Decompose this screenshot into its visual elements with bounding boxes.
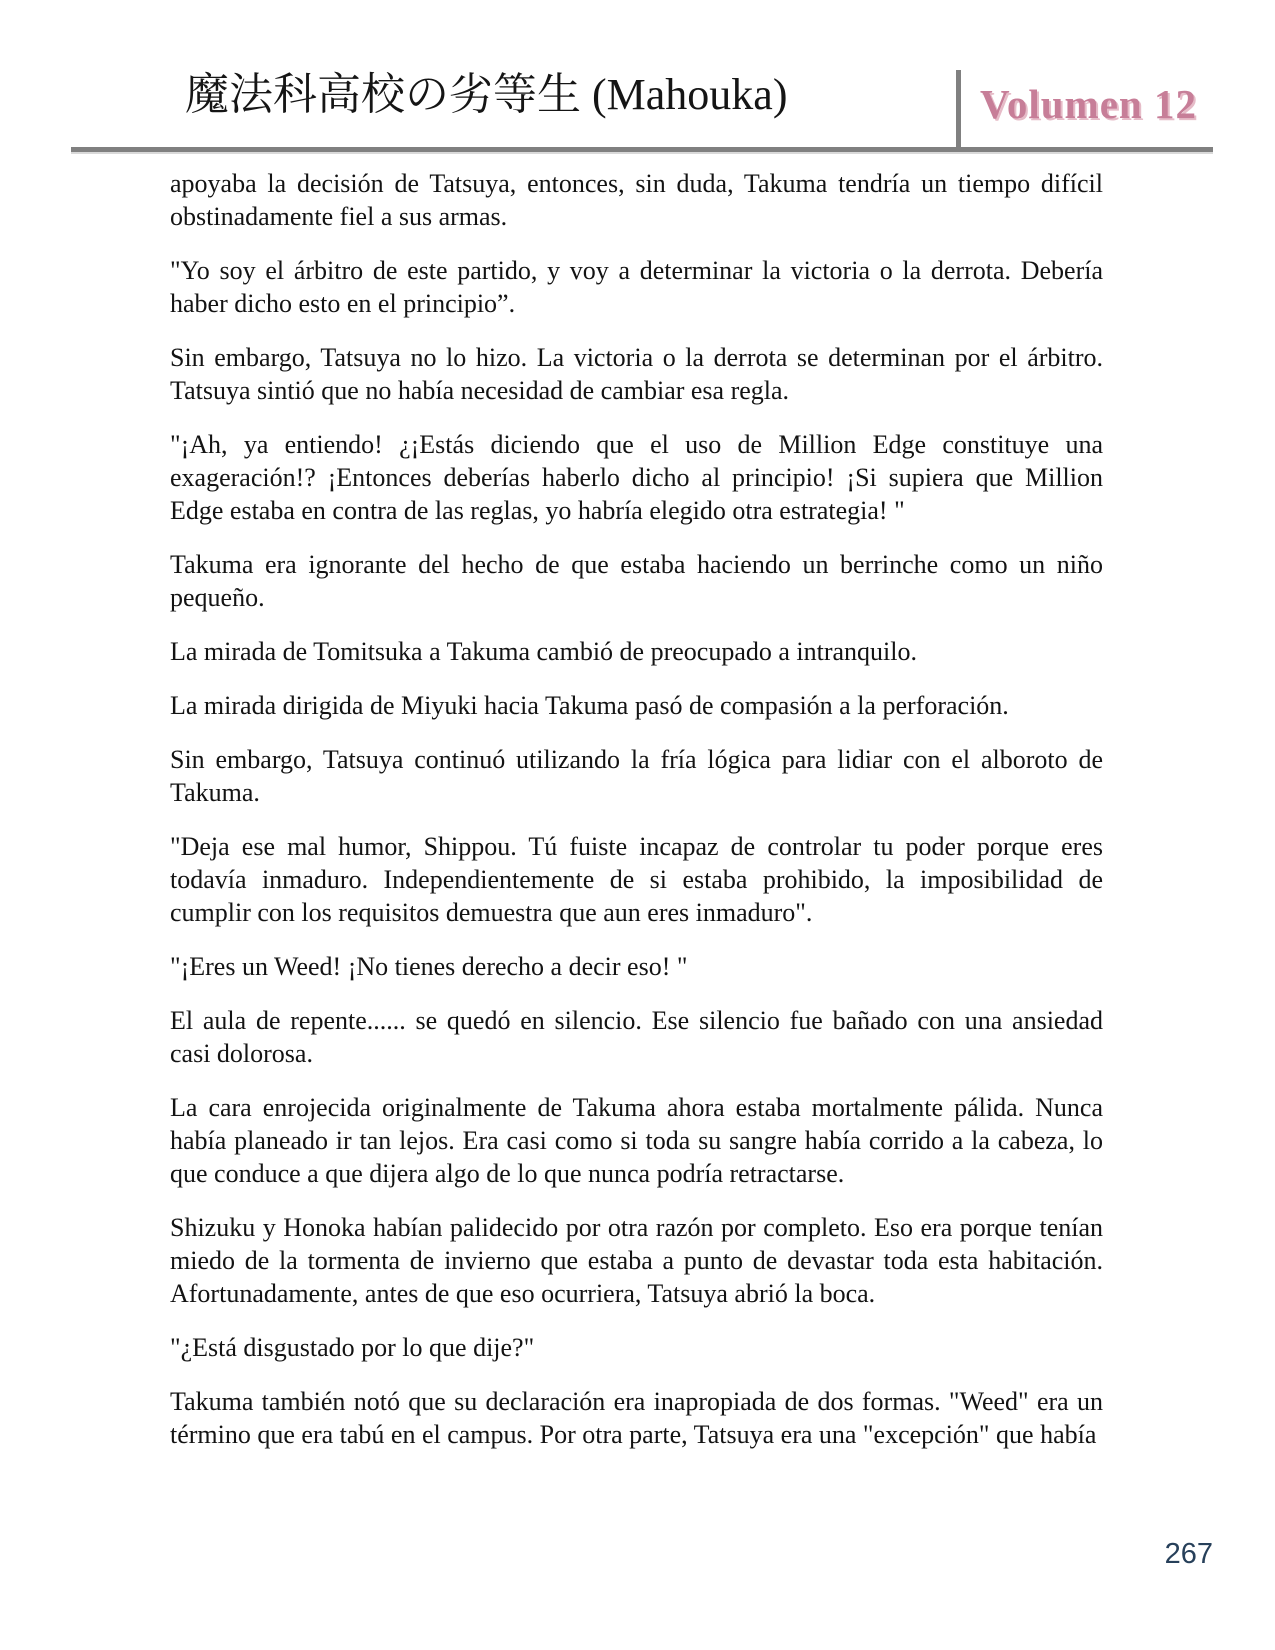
paragraph: "¡Ah, ya entiendo! ¿¡Estás diciendo que el uso de Million Edge constituye una exageración!? ¡Entonces deberías haberlo dicho al principio! ¡Si supiera que Million Edge estaba en contra de las reglas, yo habría elegido otra estrategia! " [170,430,1103,525]
body-text [170,167,1103,1472]
paragraph: Sin embargo, Tatsuya continuó utilizando la fría lógica para lidiar con el alboroto de Takuma. [170,745,1103,807]
paragraph: "Yo soy el árbitro de este partido, y voy a determinar la victoria o la derrota. Debería haber dicho esto en el principio”. [170,256,1103,318]
paragraph: La mirada dirigida de Miyuki hacia Takuma pasó de compasión a la perforación. [170,691,1009,720]
paragraph: Takuma también notó que su declaración era inapropiada de dos formas. "Weed" era un término que era tabú en el campus. Por otra parte, Tatsuya era una "excepción" que había [170,1387,1103,1449]
paragraph: "¡Eres un Weed! ¡No tienes derecho a decir eso! " [170,952,688,981]
paragraph: apoyaba la decisión de Tatsuya, entonces, sin duda, Takuma tendría un tiempo difícil obstinadamente fiel a sus armas. [170,169,1103,231]
paragraph: La cara enrojecida originalmente de Takuma ahora estaba mortalmente pálida. Nunca había planeado ir tan lejos. Era casi como si toda su sangre había corrido a la cabeza, lo que conduce a que dijera algo de lo que nunca podría retractarse. [170,1093,1103,1188]
document-title: 魔法科高校の劣等生 (Mahouka) [185,70,788,119]
paragraph: Takuma era ignorante del hecho de que estaba haciendo un berrinche como un niño pequeño. [170,550,1103,612]
page-number: 267 [1164,1538,1213,1570]
paragraph: "¿Está disgustado por lo que dije?" [170,1333,535,1362]
volume-label: Volumen 12 [980,81,1197,127]
header-horizontal-rule [71,147,1213,154]
paragraph: "Deja ese mal humor, Shippou. Tú fuiste incapaz de controlar tu poder porque eres todavía inmaduro. Independientemente de si estaba prohibido, la imposibilidad de cumplir con los requisitos demuestra que aun eres inmaduro". [170,832,1103,927]
header-vertical-divider [956,70,961,150]
paragraph: Sin embargo, Tatsuya no lo hizo. La victoria o la derrota se determinan por el árbitro. Tatsuya sintió que no había necesidad de cambiar esa regla. [170,343,1103,405]
paragraph: La mirada de Tomitsuka a Takuma cambió de preocupado a intranquilo. [170,637,917,666]
paragraph: Shizuku y Honoka habían palidecido por otra razón por completo. Eso era porque tenían miedo de la tormenta de invierno que estaba a punto de devastar toda esta habitación. Afortunadamente, antes de que eso ocurriera, Tatsuya abrió la boca. [170,1213,1103,1308]
paragraph: El aula de repente...... se quedó en silencio. Ese silencio fue bañado con una ansiedad casi dolorosa. [170,1006,1103,1068]
